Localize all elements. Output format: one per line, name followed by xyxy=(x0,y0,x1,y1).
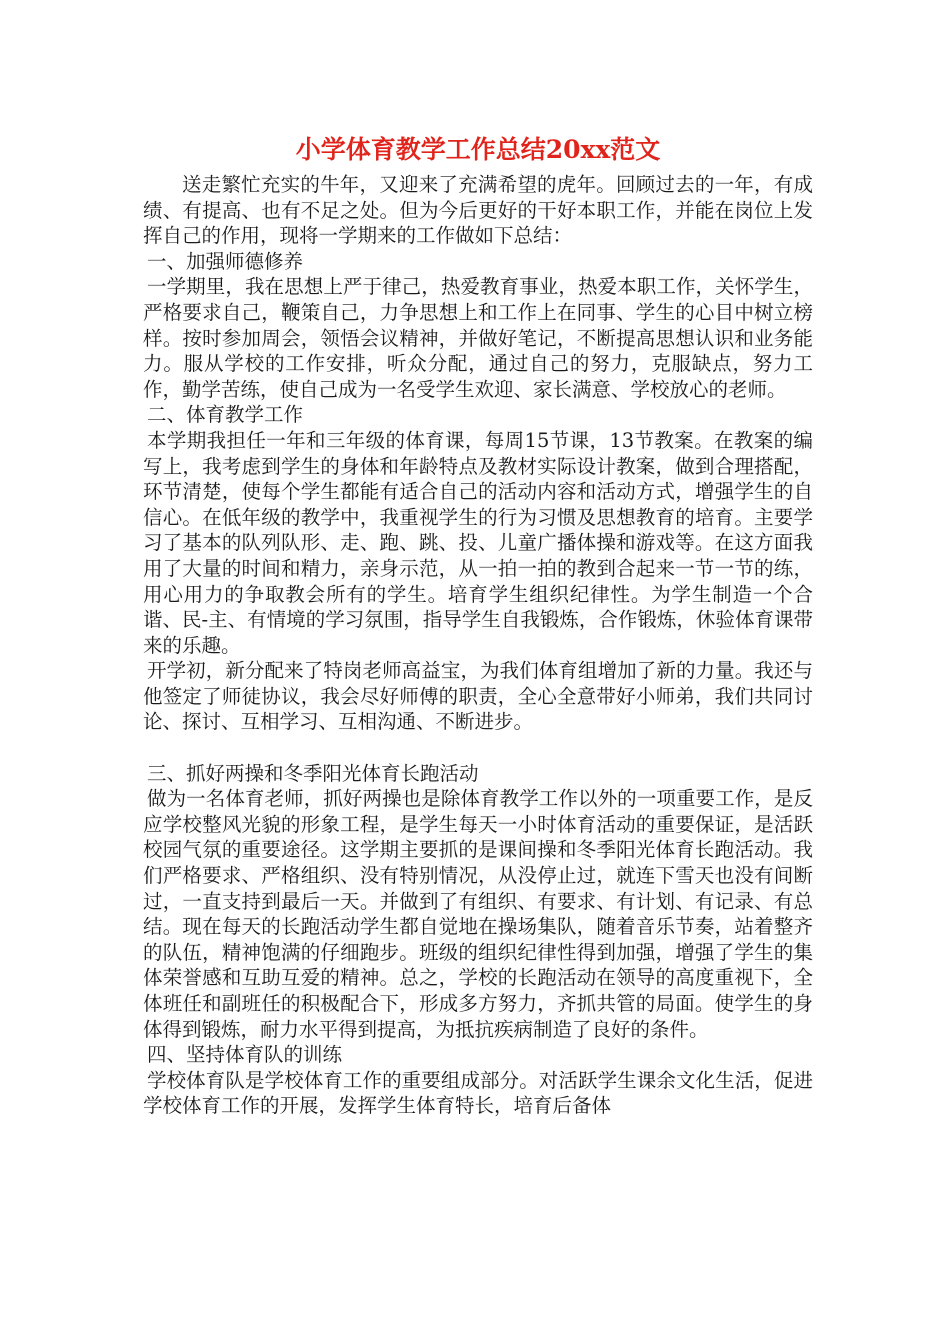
section-heading-3: 三、抓好两操和冬季阳光体育长跑活动 xyxy=(147,761,479,785)
section-3-paragraph-1: 做为一名体育老师，抓好两操也是除体育教学工作以外的一项重要工作，是反应学校整风光貌的形象工程，是学生每天一小时体育活动的重要保证，是活跃校园气氛的重要途径。这学期主要抓的是课间操和冬季阳光体育长跑活动。我们严格要求、严格组织、没有特别情况，从没停止过，就连下雪天也没有间断过，一直支持到最后一天。并做到了有组织、有要求、有计划、有记录、有总结。现在每天的长跑活动学生都自觉地在操场集队，随着音乐节奏，站着整齐的队伍，精神饱满的仔细跑步。班级的组织纪律性得到加强，增强了学生的集体荣誉感和互助互爱的精神。总之，学校的长跑活动在领导的高度重视下，全体班任和副班任的积极配合下，形成多方努力，齐抓共管的局面。使学生的身体得到锻炼，耐力水平得到提高，为抵抗疾病制造了良好的条件。 xyxy=(143,787,813,1041)
section-heading-4: 四、坚持体育队的训练 xyxy=(147,1043,343,1067)
intro-paragraph: 送走繁忙充实的牛年，又迎来了充满希望的虎年。回顾过去的一年，有成绩、有提高、也有不足之处。但为今后更好的干好本职工作，并能在岗位上发挥自己的作用，现将一学期来的工作做如下总结： xyxy=(143,173,813,248)
section-1-paragraph-1: 一学期里，我在思想上严于律己，热爱教育事业，热爱本职工作，关怀学生，严格要求自己，鞭策自己，力争思想上和工作上在同事、学生的心目中树立榜样。按时参加周会，领悟会议精神，并做好笔记，不断提高思想认识和业务能力。服从学校的工作安排，听众分配，通过自己的努力，克服缺点，努力工作，勤学苦练，使自己成为一名受学生欢迎、家长满意、学校放心的老师。 xyxy=(143,275,813,401)
document-title: 小学体育教学工作总结20xx范文 xyxy=(295,135,661,164)
section-heading-2: 二、体育教学工作 xyxy=(147,403,304,427)
section-4-paragraph-1: 学校体育队是学校体育工作的重要组成部分。对活跃学生课余文化生活，促进学校体育工作的开展，发挥学生体育特长，培育后备体 xyxy=(143,1068,813,1118)
section-2-paragraph-2: 开学初，新分配来了特岗老师高益宝，为我们体育组增加了新的力量。我还与他签定了师徒协议，我会尽好师傅的职责，全心全意带好小师弟，我们共同讨论、探讨、互相学习、互相沟通、不断进步。 xyxy=(143,659,813,734)
section-heading-1: 一、加强师德修养 xyxy=(147,249,304,273)
document-body xyxy=(143,132,813,1119)
section-2-paragraph-1: 本学期我担任一年和三年级的体育课，每周15节课，13节教案。在教案的编写上，我考虑到学生的身体和年龄特点及教材实际设计教案，做到合理搭配，环节清楚，使每个学生都能有适合自己的活动内容和活动方式，增强学生的自信心。在低年级的教学中，我重视学生的行为习惯及思想教育的培育。主要学习了基本的队列队形、走、跑、跳、投、儿童广播体操和游戏等。在这方面我用了大量的时间和精力，亲身示范，从一拍一拍的教到合起来一节一节的练，用心用力的争取教会所有的学生。培育学生组织纪律性。为学生制造一个合谐、民-主、有情境的学习氛围，指导学生自我锻炼，合作锻炼，休验体育课带来的乐趣。 xyxy=(143,428,813,657)
blank-line xyxy=(143,735,813,761)
